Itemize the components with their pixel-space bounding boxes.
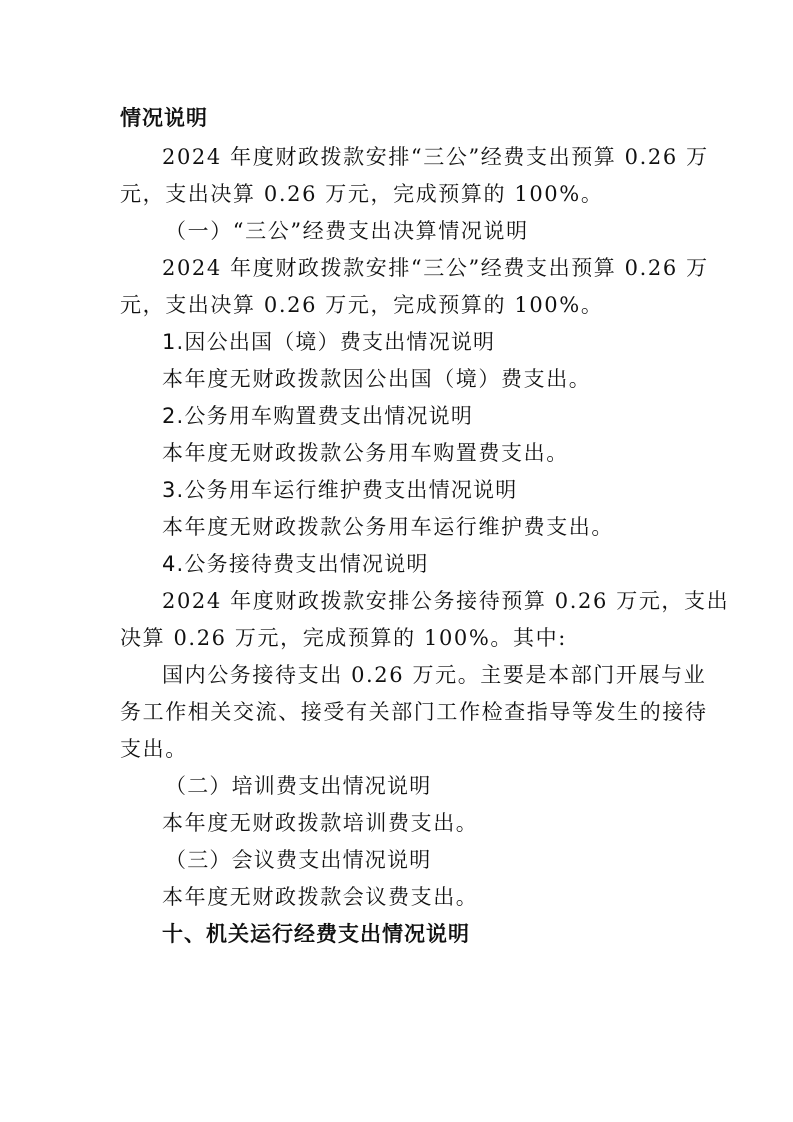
paragraph-line: 支出。 [120, 737, 188, 761]
paragraph-line: 本年度无财政拨款培训费支出。 [162, 811, 479, 835]
paragraph-line: 2024 年度财政拨款安排“三公”经费支出预算 0.26 万 [162, 256, 709, 280]
paragraph-line: 本年度无财政拨款因公出国（境）费支出。 [162, 367, 592, 391]
paragraph-line: 2024 年度财政拨款安排“三公”经费支出预算 0.26 万 [162, 145, 709, 169]
paragraph-line: 国内公务接待支出 0.26 万元。主要是本部门开展与业 [162, 663, 707, 687]
paragraph-line: 本年度无财政拨款会议费支出。 [162, 885, 479, 909]
subsection-title: （三）会议费支出情况说明 [165, 848, 432, 872]
item-title: 4.公务接待费支出情况说明 [162, 552, 429, 576]
paragraph-line: 务工作相关交流、接受有关部门工作检查指导等发生的接待 [120, 700, 708, 724]
paragraph-line: 2024 年度财政拨款安排公务接待预算 0.26 万元，支出 [162, 589, 730, 613]
paragraph-line: 本年度无财政拨款公务用车购置费支出。 [162, 441, 569, 465]
paragraph-line: 决算 0.26 万元，完成预算的 100%。其中: [120, 626, 567, 650]
paragraph-line: 本年度无财政拨款公务用车运行维护费支出。 [162, 515, 614, 539]
item-title: 3.公务用车运行维护费支出情况说明 [162, 478, 518, 502]
paragraph-line: 元，支出决算 0.26 万元，完成预算的 100%。 [120, 182, 604, 206]
section-heading: 情况说明 [120, 106, 208, 130]
item-title: 1.因公出国（境）费支出情况说明 [162, 330, 496, 354]
subsection-title: （二）培训费支出情况说明 [165, 774, 432, 798]
subsection-title: （一）“三公”经费支出决算情况说明 [165, 219, 529, 243]
paragraph-line: 元，支出决算 0.26 万元，完成预算的 100%。 [120, 293, 604, 317]
item-title: 2.公务用车购置费支出情况说明 [162, 404, 474, 428]
section-heading: 十、机关运行经费支出情况说明 [162, 922, 470, 946]
